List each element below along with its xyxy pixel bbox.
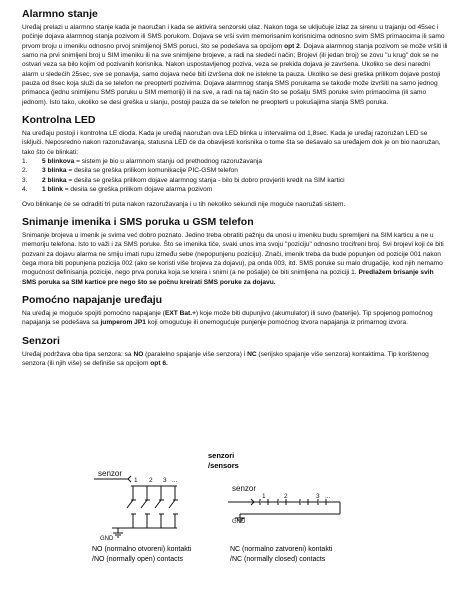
- section-title-led: Kontrolna LED: [22, 114, 96, 127]
- section-alarm: [22, 8, 448, 107]
- section-led: [22, 114, 448, 209]
- list-item: 1. 5 blinkova = sistem je bio u alarmnom stanju od prethodnog razoružavanja: [22, 158, 263, 166]
- left-caption-1: NO (normalno otvoreni) kontakti: [92, 546, 192, 553]
- list-item: 2. 3 blinka = desila se greška prilikom komunikacije PIC-GSM telefon: [22, 167, 238, 175]
- section-title-senzori: Senzori: [22, 334, 60, 347]
- right-num-1: 1: [262, 493, 266, 500]
- left-dots: ...: [172, 477, 178, 484]
- alarm-paragraph: [22, 23, 448, 107]
- right-sensor-label: senzor: [232, 484, 257, 493]
- section-senzori: [22, 335, 448, 369]
- left-num-1: 1: [134, 477, 138, 484]
- left-sensor-label: senzor: [98, 469, 123, 478]
- senzori-paragraph: Uređaj podržava oba tipa senzora: sa NO (paralelno spajanje više senzora) i NC (serijsko spajanje više senzora) kontaktima. Tip korištenog senzora (ili njih više) se definiše sa opcijom opt 6.: [22, 350, 429, 367]
- left-num-2: 2: [149, 477, 153, 484]
- left-num-3: 3: [163, 477, 167, 484]
- imenik-paragraph: Snimanje brojeva u imenik je svima već dobro poznato. Jedino treba obratiti pažnju da unosi u imeniku budu spremljeni na SIM karticu a ne u memoriju telefona. Isto to važi i za SMS poruke. Što se imenika tiče, svaki unos ima svoju "poziciju" odnosno trocifreni broj. Svi brojevi koji će biti pozvani za dojavu alarma ne smiju imati rupu između sebe (nepopunjenu poziciju). Znači, imenik treba da bude popunjen od pozicije 001 nakon čega mora biti popunjena pozicija 002 (ako se koristi više brojeva za dojavu), pa onda 003, itd. SMS poruke su malo drugačije, kod njih nemamo mogućnost definisanja pozicije, nego prva poruka koja se kreira i snimi (a ne pošalje) će biti snimljena na poziciji 1. Predlažem brisanje svih SMS poruka sa SIM kartice pre nego što se počnu kreirati SMS poruke za dojavu.: [22, 231, 444, 286]
- alarm-opt: opt 2: [284, 42, 300, 50]
- list-item: 4. 1 blink = desila se greška prilikom dojave alarma pozivom: [22, 186, 213, 194]
- diagram-header-line1: senzori: [208, 451, 235, 460]
- led-paragraph: Na uređaju postoji i kontrolna LE dioda. Kada je uređaj naoružan ova LED blinka u intervalima od 1,8sec. Kada je uređaj razoružan LED se isključi. Neposredno nakon razoružavanja, statusna LED će da obavijesti korisnika o tome šta se dešavalo sa uređajem dok je on bio naoružan, tako što će blinkati:: [22, 130, 441, 156]
- led-blink-list: [22, 157, 448, 194]
- nc-contacts-diagram: [228, 484, 340, 525]
- section-title-napajanje: Pomoćno napajanje uređaju: [22, 293, 163, 306]
- right-gnd-label: GND: [232, 519, 246, 525]
- right-num-2: 2: [284, 493, 288, 500]
- right-caption-2: /NC (normally closed) contacts: [230, 556, 326, 563]
- list-item: 3. 2 blinka = desila se greška prilikom dojave alarmnog stanja - bilo bi dobro provjeriti kredit na SIM kartici: [22, 176, 345, 184]
- diagram-header-line2: /sensors: [208, 461, 239, 470]
- sensor-wiring-diagram: [0, 448, 464, 598]
- right-dots: ...: [325, 493, 331, 500]
- section-napajanje: [22, 294, 448, 328]
- document-page: [22, 8, 448, 375]
- section-title-imenik: Snimanje imenika i SMS poruka u GSM telefon: [22, 215, 254, 228]
- right-num-3: 3: [316, 493, 320, 500]
- alarm-text-2: . Dojava alarmnog stanja pozivom se može vršiti ili samo na prvi snimljeni broj u SIM imeniku ili na sve snimljene brojeve, a radi na sledeći način; Brojevi (ili jedan broj) se zovu "u krug" dok se ne ostvari veza sa bilo kojim od pozivanih korisnika. Nakon uspostavljenog poziva, veza se prekida dojava je završena. Ukoliko se desi naredni alarm u sledećih 25sec, sve se ponavlja, samo dojava neće biti izvršena dok ne istekne ta pauza. Ukoliko se desi greška prilikom dojave postoji pauza od 8sec koja služi da se telefon ne preopterti pozivima. Dojava alarmnog stanja SMS porukama se takođe može izvršiti na samo jednog primaoca (jednu snimljenu SMS poruku u SIM memoriji) ili na sve, a radi na taj način što se pošalju SMS poruke svim primaocima (ili samo jednom). Isto tako, ukoliko se desi greška u slanju, postoji pauza da se telefon ne preopterti u pokušajima slanja SMS poruka.: [22, 42, 448, 106]
- alarm-text-1: Uređaj prelazi u alarmno stanje kada je naoružan i kada se aktivira senzorski ulaz. Nakon toga se uključuje izlaz za sirenu u trajanju od 45sec i počinje dojava alarmnog stanja pozivom ili SMS porukom. Dojava se vrši svim memorisanim korisnicima odnosno svim SMS primaocima ili samo prvom broju u imeniku odnosno prvoj snimljenoj SMS poruci, što se podešava sa opcijom: [22, 24, 445, 50]
- led-paragraph-2: Ovo blinkanje će se odraditi tri puta nakon razoružavanja i u tih nekoliko sekundi nije moguće naoružati sistem.: [22, 200, 346, 208]
- right-caption-1: NC (normalno zatvoreni) kontakti: [230, 546, 333, 553]
- napajanje-paragraph: Na uređaj je moguće spojiti pomoćno napajanje (EXT Bat.+) koje može biti dupunjivo (akumulator) ili suvo (baterije). Tip spojenog pomoćnog napajanja se podešava sa jumperom JP1 koji omogućuje ili onemogućuje punjenje pomoćnog izvora napajanja iz primarnog izvora.: [22, 309, 433, 327]
- section-imenik: [22, 216, 448, 287]
- left-caption-2: /NO (normally open) contacts: [92, 556, 184, 563]
- no-contacts-diagram: [94, 469, 178, 542]
- section-title-alarm: Alarmno stanje: [22, 8, 98, 20]
- left-gnd-label: GND: [100, 536, 114, 542]
